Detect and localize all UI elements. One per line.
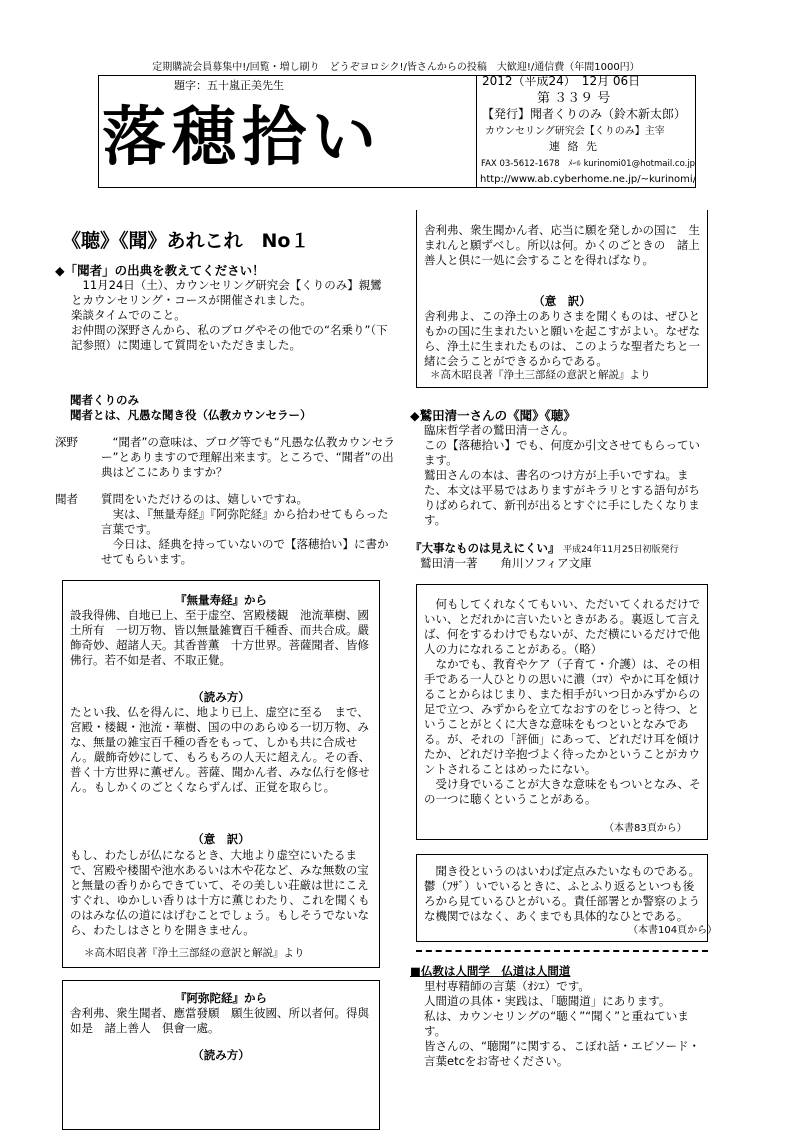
muryoju-source: ＊高木昭良著『浄土三部経の意訳と解説』より [84, 947, 305, 959]
website-link[interactable]: http://www.ab.cyberhome.ne.jp/~kurinomi/ [480, 174, 697, 185]
book-publication: 平成24年11月25日初版発行 [563, 545, 679, 555]
signature-definition: 聞者とは、凡愚な聞き役（仏教カウンセラー） [70, 408, 312, 422]
dialogue-1-text: “聞者”の意味は、ブログ等でも“凡愚な仏教カウンセラー”とありますので理解出来ます。ところで、“聞者”の出典はどこにありますか？ [101, 435, 395, 479]
last-text: 里村専精師の言葉（ｵｼｴ）です。 人間道の具体・実践は、「聴聞道」にあります。 私は、カウンセリングの“聴く”“聞く”と重ねています。 皆さんの、“聴聞”に関する、こぼれ話・エピソード・言葉etcをお寄せください。 [424, 979, 700, 1068]
quote-2-source: （本書104頁から） [628, 925, 718, 936]
page-title: 《聴》《聞》あれこれ No１ [62, 230, 310, 252]
dialogue-2-text: 質問をいただけるのは、嬉しいですね。 実は、『無量寿経』『阿弥陀経』から拾わせてもらった言葉です。 今日は、経典を持っていないので【落穂拾い】に書かせてもらいます。 [101, 492, 389, 566]
section-divider [416, 950, 708, 952]
publisher: 【発行】聞者くりのみ（鈴木新太郎） [482, 107, 687, 121]
amida-translation-heading: （意 訳） [533, 294, 591, 308]
dialogue-1 [55, 435, 395, 480]
issue-number: 第 ３３９ 号 [537, 91, 611, 106]
muryoju-sutra-text: 設我得佛、自地已上、至于虚空、宮殿楼観 池流華樹、國土所有 一切万物、皆以無量雑寶百千種香、而共合成。嚴飾奇妙、超諸人天。其香普薫 十方世界。菩薩聞者、皆修佛行。若不如是者、不取正覺。 [70, 608, 369, 667]
muryoju-translation-heading: （意 訳） [192, 832, 250, 846]
signature-name: 聞者くりのみ [70, 393, 139, 407]
quote-2-text: 聞き役というのはいわば定点みたいなものである。鬱（ﾌｻﾞ）いでいるときに、ふとふり返るといつも後ろから見ているひとがいる。責任部署とか警察のような機関ではなく、あくまでも具体的なひとである。 [424, 864, 700, 923]
amida-sutra-text: 舎利弗、衆生聞者、應當發願 願生彼國、所以者何。得與如是 諸上善人 倶會一處。 [70, 1006, 369, 1035]
amida-reading-text: 舎利弗、衆生聞かん者、応当に願を発しかの国に 生まれんと願ずべし。所以は何。かくのごときの 諸上善人と倶に一処に会することを得ればなり。 [424, 223, 700, 267]
amida-reading-heading: （読み方） [192, 1048, 250, 1062]
calligraphy-credit: 題字：五十嵐正美先生 [174, 79, 284, 92]
amida-heading: 『阿弥陀経』から [175, 991, 267, 1005]
book-title: 『大事なものは見えにくい』 [410, 541, 560, 555]
intro-text: 11月24日（土）、カウンセリング研究会【くりのみ】親鸞とカウンセリング・コースが開催されました。 楽談タイムでのこと。 お仲間の深野さんから、私のブログやその他での“名乗り”（下記参照）に関連して質問をいただきました。 [71, 278, 388, 352]
dialogue-2 [55, 492, 395, 567]
last-heading: ■仏教は人間学 仏道は人間道 [410, 964, 571, 978]
masthead-divider [476, 75, 477, 188]
muryoju-reading-text: たとい我、仏を得んに、地より已上、虚空に至る まで、宮殿・楼観・池流・華樹、国の中のあらゆる一切万物、みな、無量の雑宝百千種の香をもって、しかも共に合成せん。嚴飾奇妙にして、もろもろの人天に超えん。その香、普く十方世界に薫ぜん。菩薩、聞かん者、みな仏行を修せん。もしかくのごとくならずんば、正覚を取らじ。 [70, 705, 371, 794]
amida-translation-text: 舎利弗よ、この浄土のありさまを聞くものは、ぜひともかの国に生まれたいと願いを起こすがよい。なぜなら、浄土に生まれたものは、このような聖者たちと一緒に会うことができるからである。 [424, 309, 700, 368]
contact-label: 連 絡 先 [549, 140, 599, 153]
contact-fax-email: FAX 03-5612-1678 ﾒｰﾙ kurinomi01@hotmail.co.jp [481, 159, 696, 169]
muryoju-heading: 『無量寿経』から [175, 593, 267, 607]
washida-text: 臨床哲学者の鷲田清一さん。 この【落穂拾い】でも、何度か引文させてもらっています。 鷲田さんの本は、書名のつけ方が上手いですね。また、本文は平易ではありますがキラリとする語句がちりばめられて、新刊が出るとすぐに手にしたくなります。 [424, 423, 700, 527]
amida-source: ＊高木昭良著『浄土三部経の意訳と解説』より [430, 369, 651, 381]
book-author: 鷲田清一著 角川ソフィア文庫 [420, 556, 592, 570]
quote-1-source: （本書83頁から） [604, 823, 687, 834]
speaker-fukano: 深野 [55, 435, 78, 449]
question-heading: ◆「聞者」の出典を教えてください！ [55, 263, 265, 278]
banner-text: 定期購読会員募集中!/回覧・増し刷り どうぞヨロシク!/皆さんからの投稿 大歓迎!/通信費（年間1000円） [152, 62, 640, 73]
quote-1-text: 何もしてくれなくてもいい、ただいてくれるだけでいい、とだれかに言いたいときがある。裏返して言えば、何をするわけでもないが、ただ横にいるだけで他人の力になれることがある。（略） なかでも、教育やケア（子育て・介護）は、その相手である一人ひとりの思いに濃（ｺﾏ）やかに耳を傾けることからはじまり、また相手がいつ日かみずからの足で立つ、みずからを立てなおすのをじっと待つ、ということがとくに大きな意味をもつといとなみである。が、それの「評価」にあって、どれだけ耳を傾けたか、どれだけ辛抱づよく待ったかということがカウントされることはめったにない。 受け身でいることが大きな意味をもついとなみ、その一つに聴くということがある。 [424, 597, 701, 806]
muryoju-translation-text: もし、わたしが仏になるとき、大地より虚空にいたるまで、宮殿や楼閣や池水あるいは木や花など、みな無数の宝と無量の香りからできていて、その美しい荘厳は世にこえすぐれ、ゆかしい香りは十方に薫じわたり、これを聞くものはみな仏の道にはげむことでしょう。もしそうでないなら、わたしはさとりを開きません。 [70, 848, 370, 937]
speaker-monja: 聞者 [55, 492, 78, 506]
logo: 落穂拾い [102, 100, 382, 175]
organization: カウンセリング研究会【くりのみ】主宰 [485, 126, 665, 137]
muryoju-reading-heading: （読み方） [192, 690, 250, 704]
washida-heading: ◆鷲田清一さんの《聞》《聴》 [410, 408, 576, 423]
issue-date: 2012（平成24） 12月 06日 [482, 74, 641, 88]
